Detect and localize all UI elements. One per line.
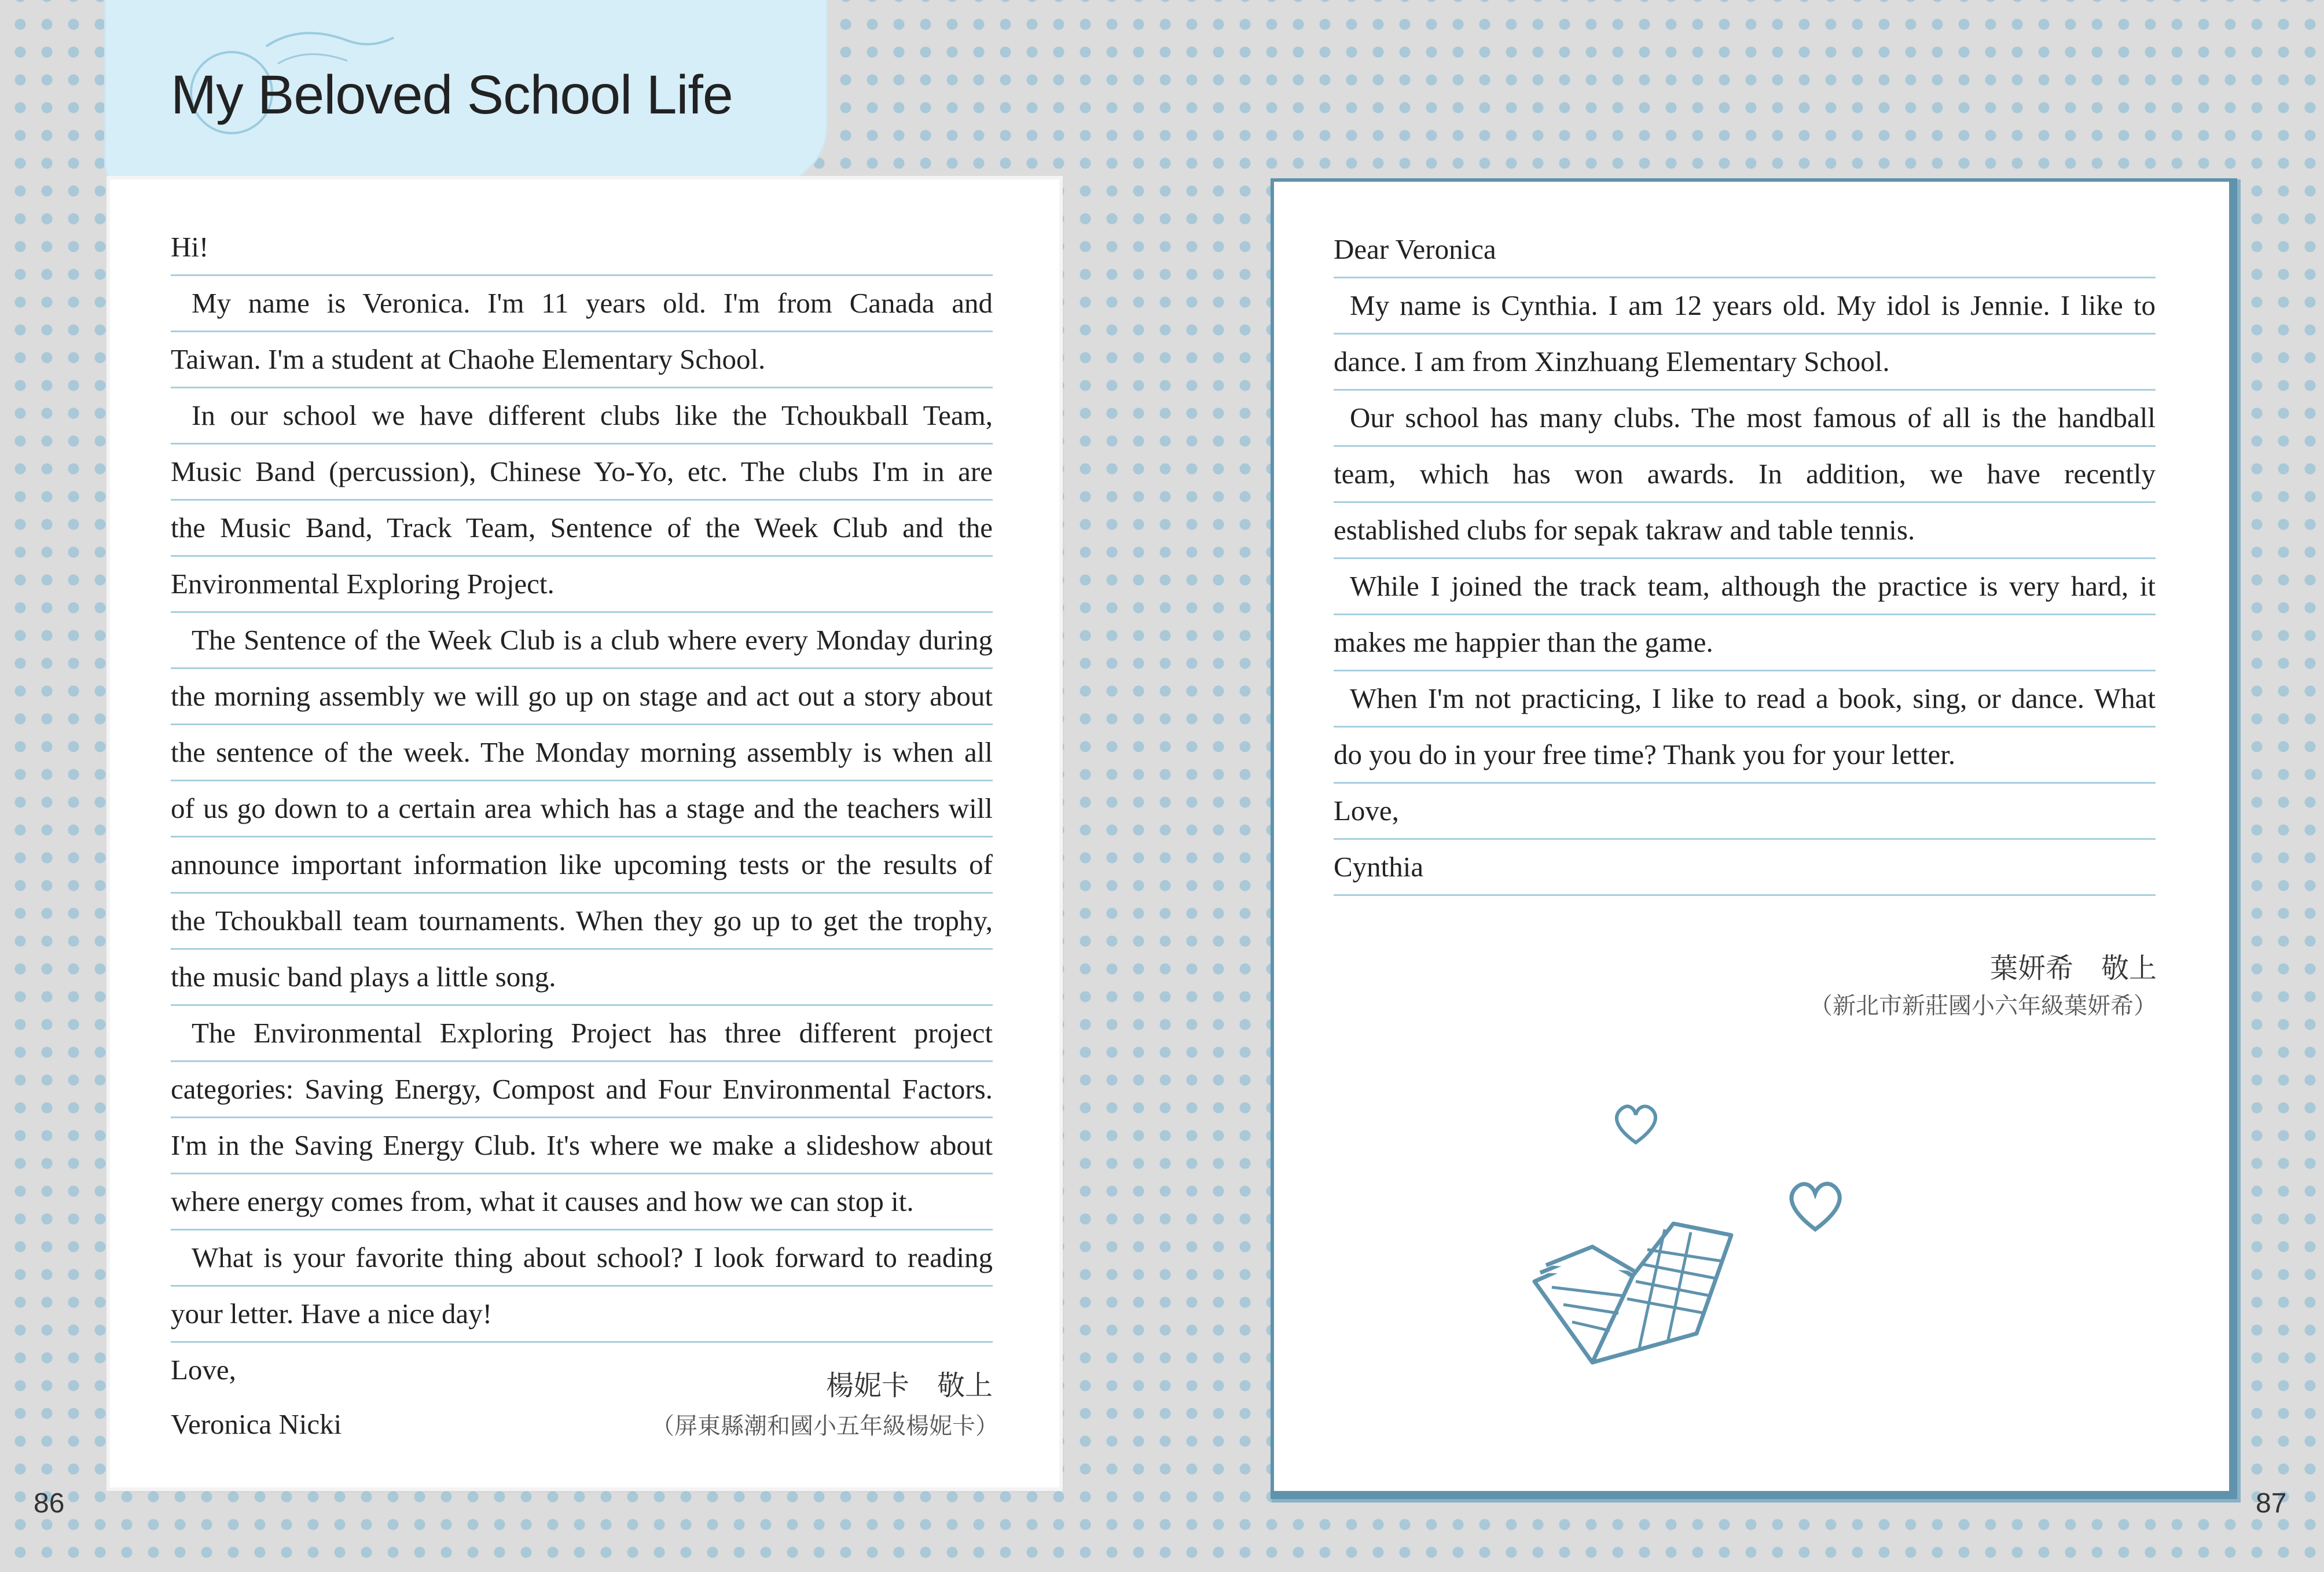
letter-line: the Music Band, Track Team, Sentence of the Week Club and the (171, 501, 993, 557)
page-title: My Beloved School Life (171, 64, 733, 126)
signature: 葉妍希 敬上 (1989, 952, 2157, 985)
signature-note: （新北市新莊國小六年級葉妍希） (1809, 993, 2157, 1019)
letter-line: the sentence of the week. The Monday morning assembly is when all (171, 725, 993, 781)
left-letter-body (171, 220, 993, 1452)
right-letter-body (1334, 222, 2156, 896)
letter-line: I'm in the Saving Energy Club. It's where we make a slideshow about (171, 1118, 993, 1174)
signature: 楊妮卡 敬上 (825, 1369, 993, 1402)
letter-line: What is your favorite thing about school? I look forward to reading (171, 1231, 993, 1287)
letter-line: makes me happier than the game. (1334, 615, 2156, 671)
letter-line: Our school has many clubs. The most famous of all is the handball (1334, 391, 2156, 447)
letter-line: established clubs for sepak takraw and table tennis. (1334, 503, 2156, 559)
heart-icon (1783, 1177, 1847, 1235)
signature-note: （屏東縣潮和國小五年級楊妮卡） (651, 1413, 998, 1439)
letter-line: Taiwan. I'm a student at Chaohe Elementary School. (171, 332, 993, 388)
letter-line: The Sentence of the Week Club is a club where every Monday during (171, 613, 993, 669)
letter-line: dance. I am from Xinzhuang Elementary School. (1334, 335, 2156, 391)
letter-sender-name: Cynthia (1334, 840, 2156, 896)
letter-line: Environmental Exploring Project. (171, 557, 993, 613)
letter-line: categories: Saving Energy, Compost and Four Environmental Factors. (171, 1062, 993, 1118)
letter-line: When I'm not practicing, I like to read a book, sing, or dance. What (1334, 671, 2156, 728)
letter-line: While I joined the track team, although the practice is very hard, it (1334, 559, 2156, 615)
letter-line: The Environmental Exploring Project has three different project (171, 1006, 993, 1062)
letter-closing: Love, (171, 1354, 236, 1386)
letter-line: the morning assembly we will go up on stage and act out a story about (171, 669, 993, 725)
page-number-right: 87 (2256, 1488, 2287, 1519)
left-letter-paper (110, 179, 1059, 1487)
letter-closing: Love, (1334, 784, 2156, 840)
letter-line: the Tchoukball team tournaments. When they go up to get the trophy, (171, 894, 993, 950)
letter-line: My name is Veronica. I'm 11 years old. I'm from Canada and (171, 276, 993, 332)
letter-line: do you do in your free time? Thank you for your letter. (1334, 728, 2156, 784)
letter-line: your letter. Have a nice day! (171, 1287, 993, 1343)
open-book-icon (1523, 1200, 1743, 1374)
letter-line: the music band plays a little song. (171, 950, 993, 1006)
letter-line: In our school we have different clubs like the Tchoukball Team, (171, 388, 993, 445)
letter-line: announce important information like upcoming tests or the results of (171, 838, 993, 894)
letter-line: Hi! (171, 220, 993, 276)
letter-line: where energy comes from, what it causes and how we can stop it. (171, 1174, 993, 1231)
letter-line: Music Band (percussion), Chinese Yo-Yo, etc. The clubs I'm in are (171, 445, 993, 501)
letter-line: of us go down to a certain area which has a stage and the teachers will (171, 781, 993, 838)
page-number-left: 86 (34, 1488, 65, 1519)
letter-line: team, which has won awards. In addition, we have recently (1334, 447, 2156, 503)
letter-line: Dear Veronica (1334, 222, 2156, 278)
letter-line: My name is Cynthia. I am 12 years old. My idol is Jennie. I like to (1334, 278, 2156, 335)
heart-icon (1610, 1102, 1662, 1148)
right-letter-paper (1271, 178, 2237, 1499)
letter-sender-name: Veronica Nicki (171, 1408, 342, 1440)
